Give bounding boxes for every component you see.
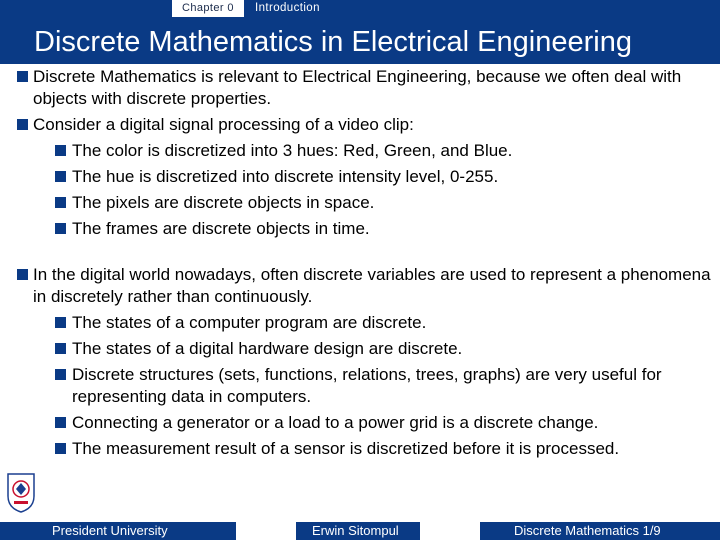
chapter-label: Chapter 0 xyxy=(172,0,244,17)
bullet-text: The measurement result of a sensor is discretized before it is processed. xyxy=(72,439,620,458)
square-bullet-icon xyxy=(17,269,28,280)
sub-bullet-item xyxy=(0,312,712,334)
square-bullet-icon xyxy=(55,343,66,354)
square-bullet-icon xyxy=(55,443,66,454)
bullet-text: Consider a digital signal processing of a video clip: xyxy=(33,115,414,134)
bullet-text: Discrete Mathematics is relevant to Electrical Engineering, because we often deal with objects with discrete properties. xyxy=(33,67,682,108)
footer-right-panel xyxy=(480,522,720,540)
square-bullet-icon xyxy=(55,317,66,328)
chapter-title: Introduction xyxy=(255,2,320,14)
sub-bullet-item xyxy=(0,438,712,460)
footer-left-panel xyxy=(0,522,236,540)
footer-course-page: Discrete Mathematics 1/9 xyxy=(514,523,661,538)
sub-bullet-item xyxy=(0,412,712,434)
footer-author: Erwin Sitompul xyxy=(312,523,399,538)
square-bullet-icon xyxy=(55,223,66,234)
sub-bullet-item xyxy=(0,166,712,188)
slide-content xyxy=(0,66,720,464)
sub-bullet-item xyxy=(0,218,712,240)
footer-institution: President University xyxy=(52,523,168,538)
bullet-text: The pixels are discrete objects in space. xyxy=(72,193,375,212)
sub-bullet-item xyxy=(0,364,712,408)
bullet-text: Connecting a generator or a load to a power grid is a discrete change. xyxy=(72,413,599,432)
slide-title: Discrete Mathematics in Electrical Engineering xyxy=(34,26,632,58)
footer-author-block xyxy=(296,522,420,540)
footer-bar xyxy=(0,522,720,540)
bullet-text: Discrete structures (sets, functions, relations, trees, graphs) are very useful for representing data in computers. xyxy=(72,365,662,406)
sub-bullet-item xyxy=(0,140,712,162)
bullet-text: In the digital world nowadays, often discrete variables are used to represent a phenomena in discretely rather than continuously. xyxy=(33,265,711,306)
bullet-item xyxy=(0,66,718,110)
bullet-text: The color is discretized into 3 hues: Red, Green, and Blue. xyxy=(72,141,513,160)
square-bullet-icon xyxy=(17,119,28,130)
square-bullet-icon xyxy=(55,145,66,156)
bullet-text: The hue is discretized into discrete intensity level, 0-255. xyxy=(72,167,499,186)
section-gap xyxy=(0,244,720,264)
square-bullet-icon xyxy=(55,171,66,182)
square-bullet-icon xyxy=(55,197,66,208)
bullet-text: The frames are discrete objects in time. xyxy=(72,219,370,238)
bullet-text: The states of a computer program are discrete. xyxy=(72,313,427,332)
bullet-text: The states of a digital hardware design are discrete. xyxy=(72,339,463,358)
bullet-item xyxy=(0,114,718,136)
bullet-item xyxy=(0,264,718,308)
square-bullet-icon xyxy=(55,369,66,380)
footer-middle-panel xyxy=(236,522,480,540)
sub-bullet-item xyxy=(0,192,712,214)
sub-bullet-item xyxy=(0,338,712,360)
university-logo-icon xyxy=(6,472,36,514)
square-bullet-icon xyxy=(55,417,66,428)
square-bullet-icon xyxy=(17,71,28,82)
